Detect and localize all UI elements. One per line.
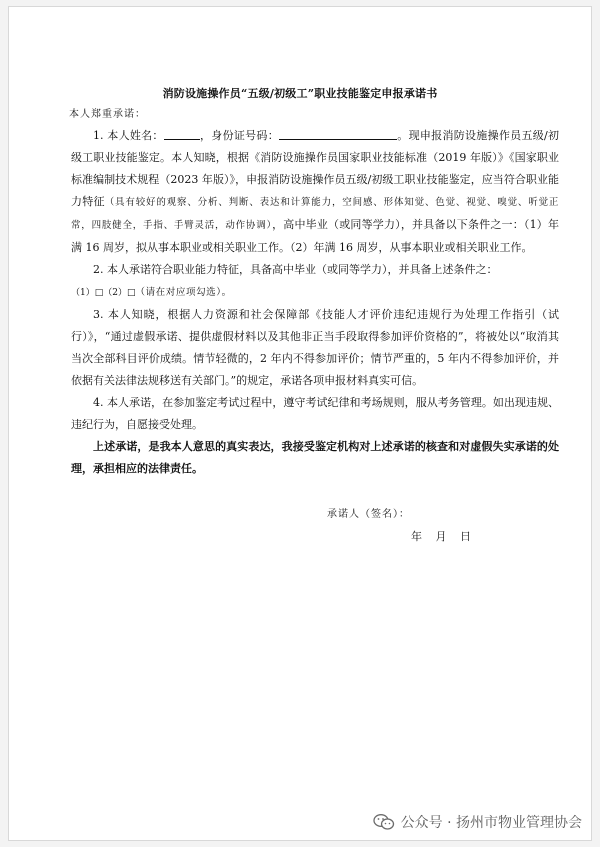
paragraph-1 <box>71 125 559 259</box>
document-page <box>8 6 592 841</box>
paragraph-5 <box>71 436 559 480</box>
salutation: 本人郑重承诺： <box>69 109 146 120</box>
document-title: 消防设施操作员“五级/初级工”职业技能鉴定申报承诺书 <box>162 87 438 100</box>
paragraph-3 <box>71 304 559 392</box>
paragraph-4-text: 4. 本人承诺，在参加鉴定考试过程中，遵守考试纪律和考场规则，服从考务管理。如出现违规、违纪行为，自愿接受处理。 <box>71 396 559 431</box>
paragraph-2-text: 2. 本人承诺符合职业能力特征，具备高中毕业（或同等学力），并具备上述条件之： <box>93 263 498 276</box>
paragraph-2-options <box>71 281 559 304</box>
paragraph-3-text: 3. 本人知晓，根据人力资源和社会保障部《技能人才评价违纪违规行为处理工作指引（试行）》，“通过虚假承诺、提供虚假材料以及其他非正当手段取得参加评价资格的”，将被处以“取消其当次全部科目评价成绩。情节轻微的，2 年内不得参加评价；情节严重的，5 年内不得参加评价，并依据有关法律法规移送有关部门。”的规定，承诺各项申报材料真实可信。 <box>71 308 559 387</box>
paragraph-1-text-a: 。现申报消防设施操作员五级/初级工职业技能鉴定。本人知晓，根据《消防设施操作员国家职业技能标准（2019 年版）》《国家职业标准编制技术规程（2023 年版）》，申报消防设施操作员五级/初级工职业技能鉴定，应当符合职业能力特征 <box>71 129 560 208</box>
paragraph-2 <box>71 259 559 281</box>
wechat-icon <box>373 814 395 830</box>
name-label: 1. 本人姓名： <box>93 129 164 142</box>
date-label: 年 月 日 <box>411 530 471 543</box>
paragraph-4 <box>71 392 559 436</box>
id-number-blank <box>279 127 397 140</box>
paragraph-1-text-b: ，高中毕业（或同等学力），并具备以下条件之一：（1）年满 16 周岁，拟从事本职业或相关职业工作。（2）年满 16 周岁，从事本职业或相关职业工作。 <box>71 218 559 254</box>
id-label: ，身份证号码： <box>199 129 280 142</box>
ability-traits: （具有较好的观察、分析、判断、表达和计算能力，空间感、形体知觉、色觉、视觉、嗅觉、听觉正常，四肢健全，手指、手臂灵活，动作协调） <box>71 197 560 231</box>
signature-label: 承诺人（签名）： <box>327 509 410 520</box>
watermark-text: 公众号 · 扬州市物业管理协会 <box>400 815 582 831</box>
document-body <box>71 125 559 480</box>
option-checkboxes[interactable]: （1）□（2）□ <box>71 288 136 298</box>
checkbox-note: （请在对应项勾选）。 <box>135 287 232 298</box>
watermark <box>373 812 582 832</box>
paragraph-5-text: 上述承诺，是我本人意思的真实表达，我接受鉴定机构对上述承诺的核查和对虚假失实承诺的处理，承担相应的法律责任。 <box>71 440 559 475</box>
name-blank <box>164 127 200 140</box>
